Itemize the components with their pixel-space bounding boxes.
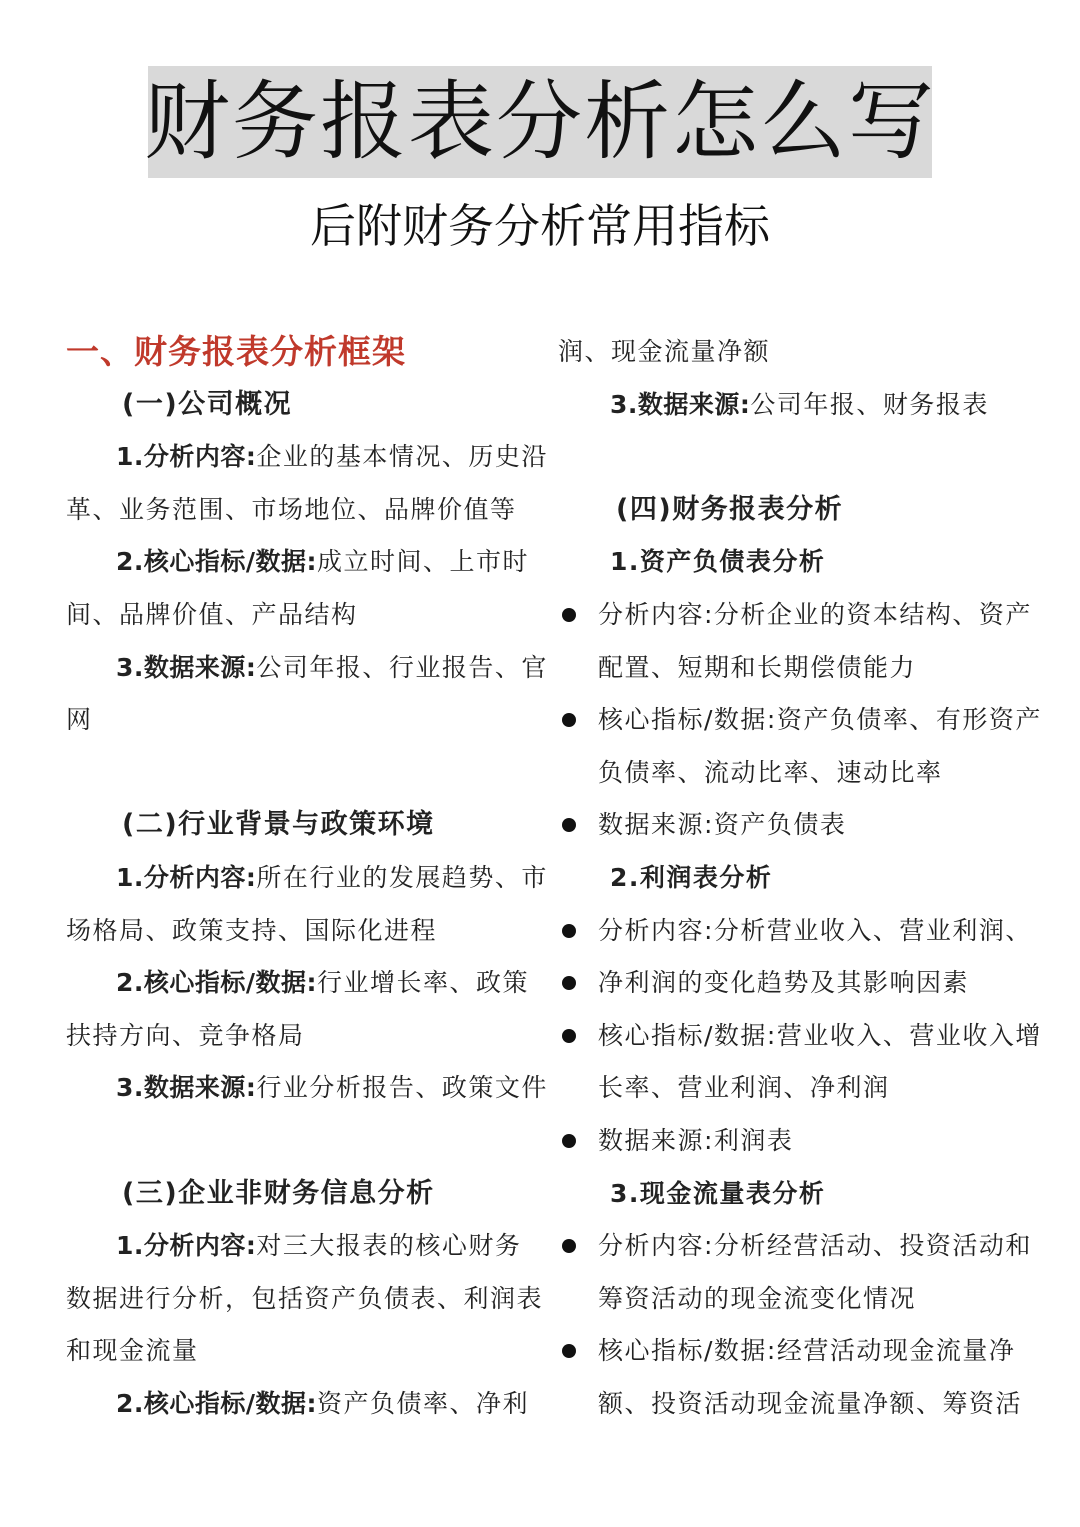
item-line: 网 <box>66 705 93 735</box>
item-label: 1.分析内容: <box>116 862 257 892</box>
bullet-icon <box>562 976 576 990</box>
spacer <box>66 747 526 800</box>
item-line <box>66 431 548 484</box>
analysis-heading-income: 2.利润表分析 <box>610 862 773 892</box>
item-line <box>66 1220 526 1273</box>
item-text: 公司年报、财务报表 <box>750 389 989 419</box>
item-line <box>66 852 548 905</box>
bullet-continuation: 筹资活动的现金流变化情况 <box>598 1283 917 1313</box>
item-line <box>558 379 1028 432</box>
item-line: 扶持方向、竞争格局 <box>66 1020 305 1050</box>
item-text: 对三大报表的核心财务 <box>256 1231 522 1261</box>
item-line: 场格局、政策支持、国际化进程 <box>66 915 438 945</box>
bullet-item <box>558 957 1028 1010</box>
bullet-text: 核心指标/数据:营业收入、营业收入增 <box>598 1020 1042 1050</box>
item-line: 和现金流量 <box>66 1336 199 1366</box>
item-text: 成立时间、上市时 <box>317 547 530 577</box>
subsection-heading-1: (一)公司概况 <box>122 388 293 420</box>
analysis-heading-balance: 1.资产负债表分析 <box>610 547 826 577</box>
item-text: 企业的基本情况、历史沿 <box>256 442 548 472</box>
bullet-text: 数据来源:资产负债表 <box>598 810 847 840</box>
analysis-heading-cashflow: 3.现金流量表分析 <box>610 1178 826 1208</box>
item-label: 2.核心指标/数据: <box>116 1388 318 1418</box>
bullet-icon <box>562 1239 576 1253</box>
item-line: 润、现金流量净额 <box>558 337 771 366</box>
subsection-heading-4: (四)财务报表分析 <box>616 493 844 525</box>
bullet-item <box>558 905 1032 958</box>
bullet-text: 数据来源:利润表 <box>598 1125 794 1155</box>
bullet-icon <box>562 608 576 622</box>
title-banner <box>144 66 936 178</box>
item-line <box>66 642 548 695</box>
item-line <box>66 1378 530 1431</box>
item-label: 3.数据来源: <box>116 652 257 682</box>
bullet-continuation: 配置、短期和长期偿债能力 <box>598 652 917 682</box>
bullet-icon <box>562 1134 576 1148</box>
item-label: 1.分析内容: <box>116 1231 257 1261</box>
item-label: 1.分析内容: <box>116 442 257 472</box>
spacer <box>558 431 1028 484</box>
item-line <box>66 957 530 1010</box>
page-title: 财务报表分析怎么写 <box>144 72 936 172</box>
item-line: 革、业务范围、市场地位、品牌价值等 <box>66 494 517 524</box>
bullet-item <box>558 694 1042 747</box>
page-subtitle: 后附财务分析常用指标 <box>310 199 770 253</box>
bullet-icon <box>562 1344 576 1358</box>
spacer <box>66 1115 526 1168</box>
right-column <box>558 326 1042 1430</box>
bullet-icon <box>562 818 576 832</box>
bullet-text: 分析内容:分析企业的资本结构、资产 <box>598 599 1032 629</box>
bullet-text: 核心指标/数据:资产负债率、有形资产 <box>598 705 1042 735</box>
subsection-heading-3: (三)企业非财务信息分析 <box>122 1177 435 1209</box>
bullet-item <box>558 799 1028 852</box>
bullet-continuation: 负债率、流动比率、速动比率 <box>598 757 943 787</box>
subsection-heading-2: (二)行业背景与政策环境 <box>122 809 435 841</box>
bullet-item <box>558 1220 1032 1273</box>
left-column <box>66 326 548 1430</box>
item-line: 数据进行分析，包括资产负债表、利润表 <box>66 1283 544 1313</box>
item-label: 3.数据来源: <box>610 389 751 419</box>
bullet-item <box>558 1115 1028 1168</box>
bullet-text: 核心指标/数据:经营活动现金流量净 <box>598 1336 1016 1366</box>
item-line <box>66 536 530 589</box>
item-label: 2.核心指标/数据: <box>116 547 318 577</box>
section-title: 一、财务报表分析框架 <box>66 332 406 371</box>
bullet-icon <box>562 924 576 938</box>
bullet-continuation: 额、投资活动现金流量净额、筹资活 <box>598 1388 1023 1418</box>
bullet-continuation: 长率、营业利润、净利润 <box>598 1073 890 1103</box>
bullet-text: 净利润的变化趋势及其影响因素 <box>598 968 970 998</box>
item-text: 资产负债率、净利 <box>317 1388 530 1418</box>
bullet-item <box>558 1010 1042 1063</box>
bullet-icon <box>562 1029 576 1043</box>
item-text: 公司年报、行业报告、官 <box>256 652 548 682</box>
bullet-text: 分析内容:分析经营活动、投资活动和 <box>598 1231 1032 1261</box>
item-text: 所在行业的发展趋势、市 <box>256 862 548 892</box>
item-line: 间、品牌价值、产品结构 <box>66 599 358 629</box>
item-label: 3.数据来源: <box>116 1073 257 1103</box>
item-text: 行业分析报告、政策文件 <box>256 1073 548 1103</box>
bullet-item <box>558 1325 1028 1378</box>
item-text: 行业增长率、政策 <box>317 968 530 998</box>
bullet-text: 分析内容:分析营业收入、营业利润、 <box>598 915 1032 945</box>
bullet-item <box>558 589 1032 642</box>
item-line <box>66 1062 548 1115</box>
item-label: 2.核心指标/数据: <box>116 968 318 998</box>
bullet-icon <box>562 713 576 727</box>
